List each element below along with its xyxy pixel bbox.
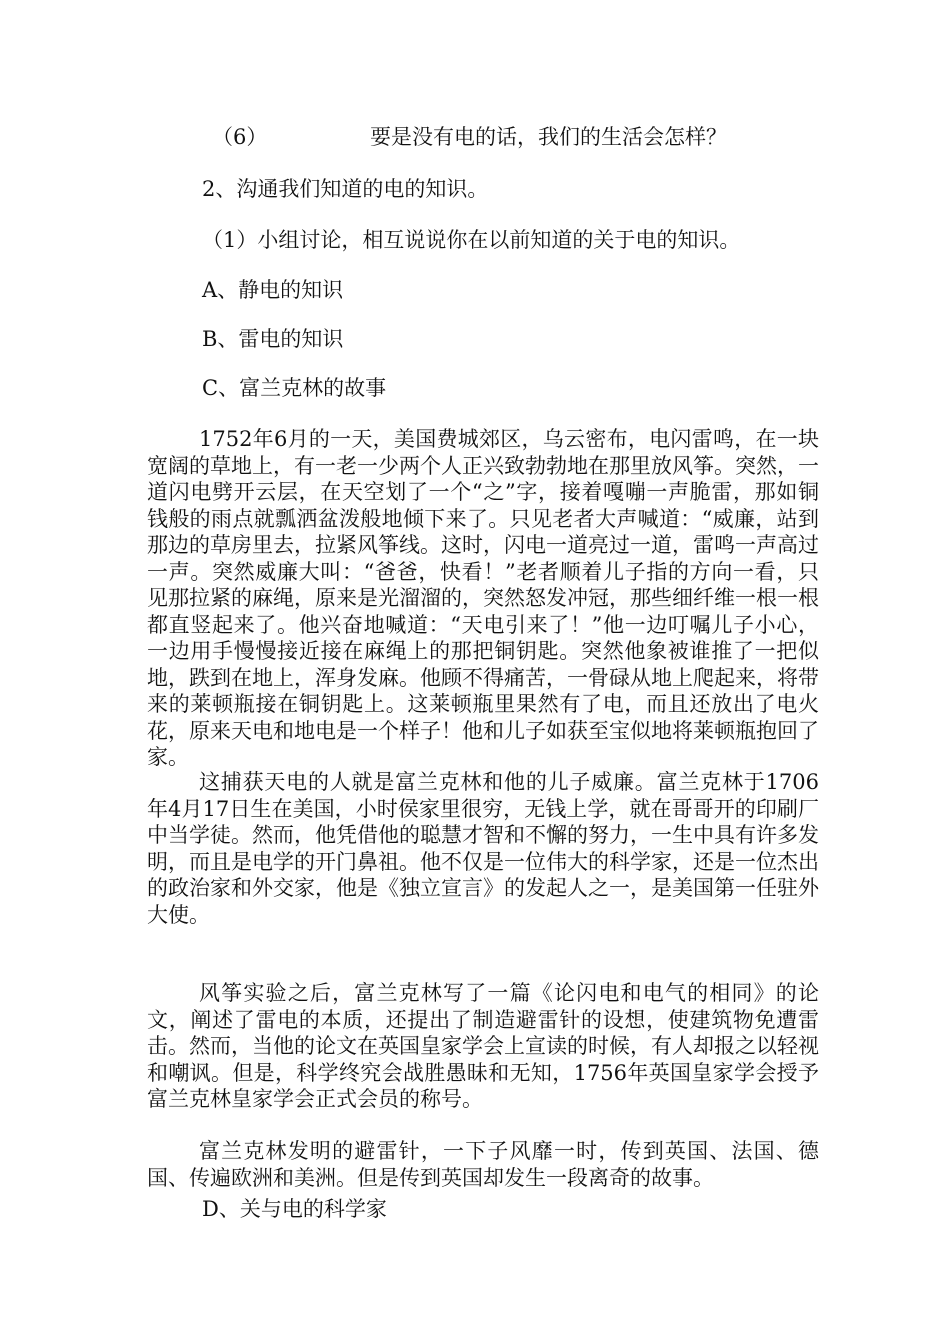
- item-d: D、关与电的科学家: [202, 1197, 387, 1221]
- paragraph-franklin-bio: 这捕获天电的人就是富兰克林和他的儿子威廉。富兰克林于1706年4月17日生在美国，小时侯家里很穷，无钱上学，就在哥哥开的印刷厂中当学徒。然而，他凭借他的聪慧才智和不懈的努力，一生中具有许多发明，而且是电学的开门鼻祖。他不仅是一位伟大的科学家，还是一位杰出的政治家和外交家，他是《独立宣言》的发起人之一，是美国第一任驻外大使。: [147, 770, 819, 927]
- item-a: A、静电的知识: [202, 278, 344, 302]
- paragraph-kite-experiment: 1752年6月的一天，美国费城郊区，乌云密布，电闪雷鸣，在一块宽阔的草地上，有一老一少两个人正兴致勃勃地在那里放风筝。突然，一道闪电劈开云层，在天空划了一个“之”字，接着嘎嘣一声脆雷，那如铜钱般的雨点就瓢洒盆泼般地倾下来了。只见老者大声喊道：“威廉，站到那边的草房里去，拉紧风筝线。这时，闪电一道亮过一道，雷鸣一声高过一声。突然威廉大叫：“爸爸，快看！”老者顺着儿子指的方向一看，只见那拉紧的麻绳，原来是光溜溜的，突然怒发冲冠，那些细纤维一根一根都直竖起来了。他兴奋地喊道：“天电引来了！”他一边叮嘱儿子小心，一边用手慢慢接近接在麻绳上的那把铜钥匙。突然他象被谁推了一把似地，跌到在地上，浑身发麻。他顾不得痛苦，一骨碌从地上爬起来，将带来的莱顿瓶接在铜钥匙上。这莱顿瓶里果然有了电，而且还放出了电火花，原来天电和地电是一个样子！他和儿子如获至宝似地将莱顿瓶抱回了家。: [147, 427, 819, 769]
- item-2-heading: 2、沟通我们知道的电的知识。: [202, 177, 489, 201]
- item-c: C、富兰克林的故事: [202, 376, 387, 400]
- item-b: B、雷电的知识: [202, 327, 344, 351]
- paragraph-paper: 风筝实验之后，富兰克林写了一篇《论闪电和电气的相同》的论文，阐述了雷电的本质，还提出了制造避雷针的设想，使建筑物免遭雷击。然而，当他的论文在英国皇家学会上宣读的时候，有人却报之以轻视和嘲讽。但是，科学终究会战胜愚昧和无知，1756年英国皇家学会授予富兰克林皇家学会正式会员的称号。: [147, 981, 819, 1111]
- question-6-number: （6）: [212, 125, 268, 149]
- paragraph-lightning-rod: 富兰克林发明的避雷针，一下子风靡一时，传到英国、法国、德国、传遍欧洲和美洲。但是传到英国却发生一段离奇的故事。: [147, 1139, 819, 1190]
- question-6-text: 要是没有电的话，我们的生活会怎样？: [370, 125, 727, 149]
- sub-item-1: （1）小组讨论，相互说说你在以前知道的关于电的知识。: [202, 228, 741, 252]
